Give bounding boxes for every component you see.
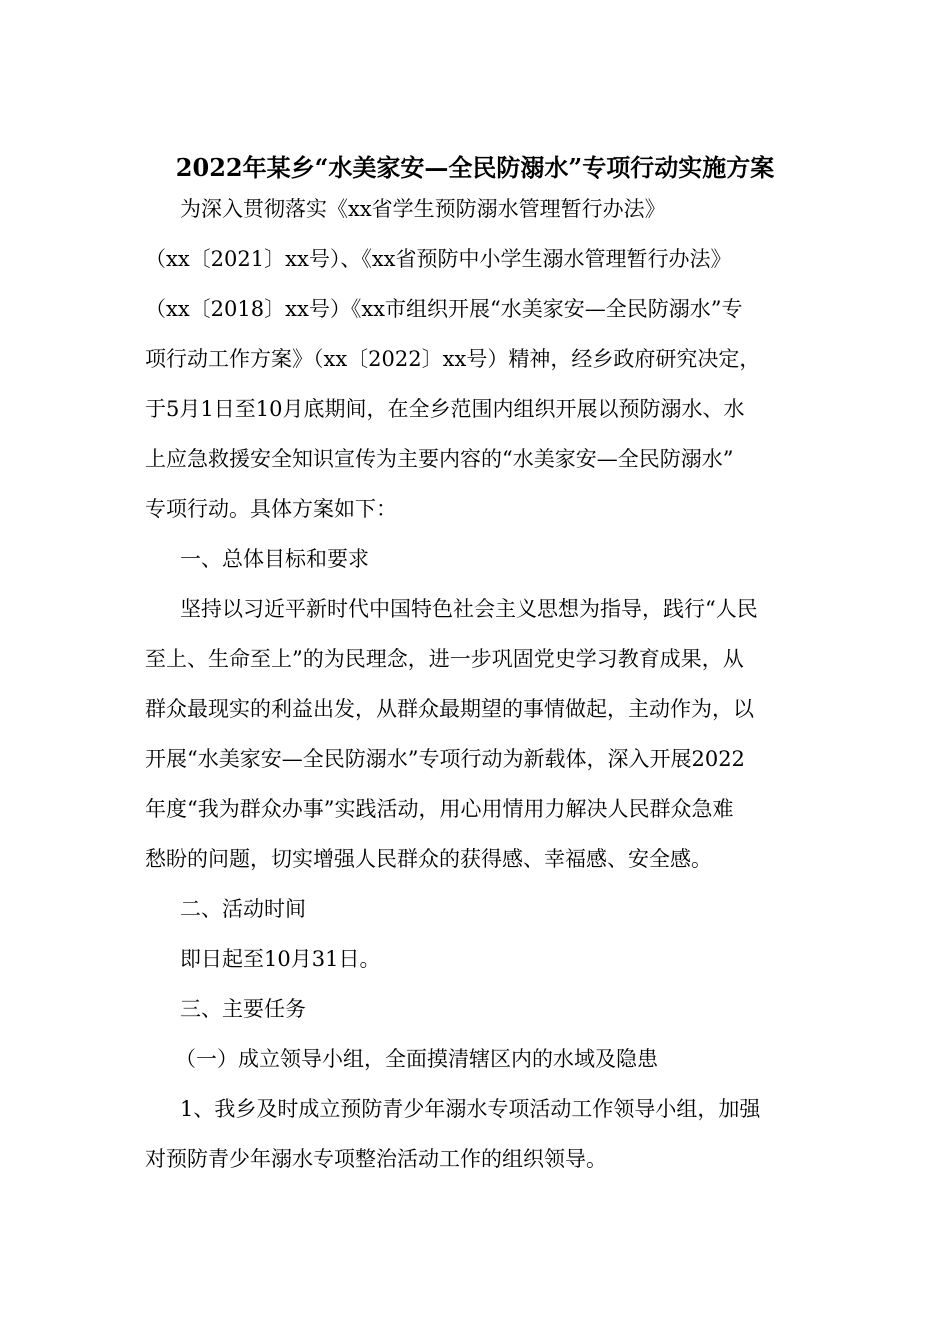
- paragraph-line: 专项行动。具体方案如下：: [145, 497, 397, 521]
- paragraph-line: 于5月1日至10月底期间，在全乡范围内组织开展以预防溺水、水: [145, 397, 745, 421]
- paragraph-line: 即日起至10月31日。: [180, 947, 381, 971]
- subsection-heading: （一）成立领导小组，全面摸清辖区内的水域及隐患: [175, 1047, 658, 1071]
- paragraph-line: （xx〔2018〕xx号）《xx市组织开展“水美家安—全民防溺水”专: [145, 297, 743, 321]
- paragraph-line: 1、我乡及时成立预防青少年溺水专项活动工作领导小组，加强: [180, 1097, 761, 1121]
- section-heading: 二、活动时间: [180, 897, 306, 921]
- section-heading: 三、主要任务: [180, 997, 306, 1021]
- paragraph-line: 为深入贯彻落实《xx省学生预防溺水管理暂行办法》: [180, 197, 666, 221]
- paragraph-line: 项行动工作方案》（xx〔2022〕xx号）精神，经乡政府研究决定，: [145, 347, 761, 371]
- document-title: 2022年某乡“水美家安—全民防溺水”专项行动实施方案: [175, 153, 775, 182]
- paragraph-line: 坚持以习近平新时代中国特色社会主义思想为指导，践行“人民: [180, 597, 758, 621]
- paragraph-line: 至上、生命至上”的为民理念，进一步巩固党史学习教育成果，从: [145, 647, 744, 671]
- paragraph-line: 年度“我为群众办事”实践活动，用心用情用力解决人民群众急难: [145, 797, 734, 821]
- paragraph-line: （xx〔2021〕xx号）、《xx省预防中小学生溺水管理暂行办法》: [145, 247, 732, 271]
- paragraph-line: 群众最现实的利益出发，从群众最期望的事情做起，主动作为，以: [145, 697, 754, 721]
- paragraph-line: 开展“水美家安—全民防溺水”专项行动为新载体，深入开展2022: [145, 747, 745, 771]
- paragraph-line: 对预防青少年溺水专项整治活动工作的组织领导。: [145, 1147, 607, 1171]
- section-heading: 一、总体目标和要求: [180, 547, 369, 571]
- paragraph-line: 愁盼的问题，切实增强人民群众的获得感、幸福感、安全感。: [145, 847, 712, 871]
- paragraph-line: 上应急救援安全知识宣传为主要内容的“水美家安—全民防溺水”: [145, 447, 734, 471]
